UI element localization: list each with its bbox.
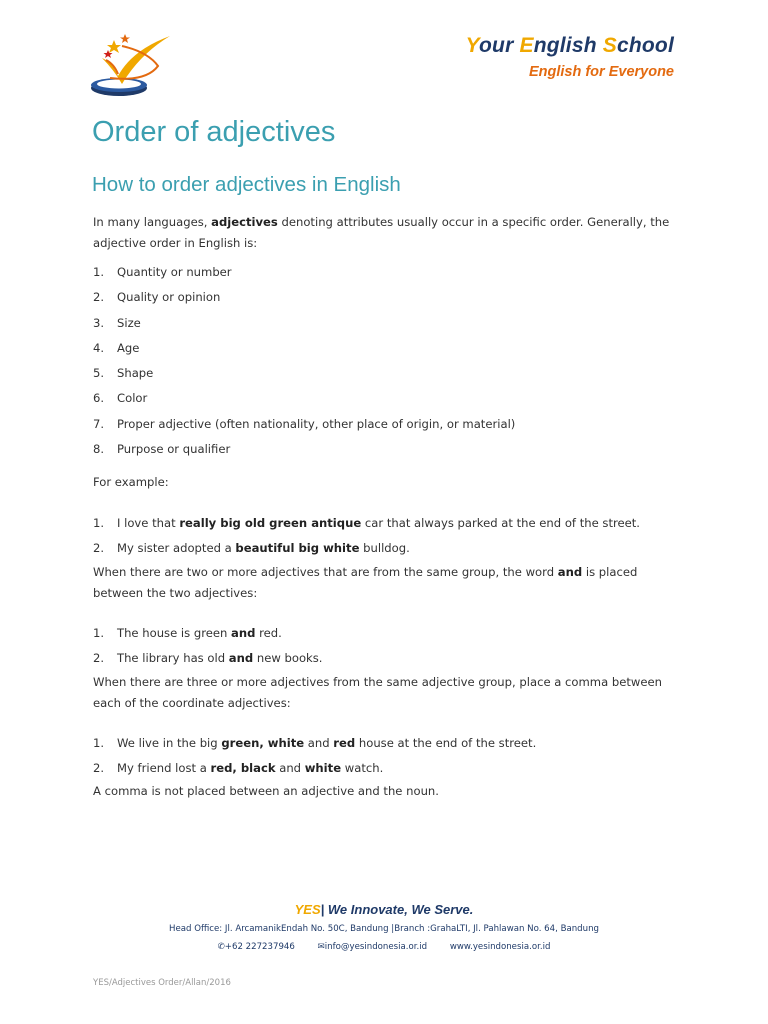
footer-address: Head Office: Jl. ArcamanikEndah No. 50C, Bandung |Branch :GrahaLTI, Jl. Pahlawan No. 64, Bandung: [169, 924, 599, 934]
list-item: [93, 621, 683, 646]
bold-text: white: [304, 761, 342, 776]
text-run: house at the end of the street.: [355, 736, 537, 751]
list-number: 1.: [93, 736, 105, 751]
list-number: 6.: [93, 391, 105, 406]
footer-website[interactable]: www.yesindonesia.or.id: [449, 942, 551, 952]
footer-contacts: [0, 942, 768, 952]
examples-list-1: [93, 511, 683, 561]
brand-initial-2: E: [519, 34, 534, 57]
examples-list-2: [93, 621, 683, 671]
list-number: 1.: [93, 265, 105, 279]
bold-text: and: [228, 651, 254, 666]
list-item: [93, 386, 683, 411]
list-item: [93, 731, 683, 756]
bold-text: and: [557, 565, 583, 580]
examples-list-3: [93, 731, 683, 781]
intro-bold: adjectives: [211, 215, 278, 229]
text-run: My sister adopted a: [117, 541, 236, 556]
adjective-order-list: [93, 260, 683, 462]
intro-paragraph: [93, 212, 683, 254]
comma-paragraph: When there are three or more adjectives from the same adjective group, place a comma between each of the coordinate adjectives:: [93, 675, 663, 711]
list-item: [93, 412, 683, 437]
list-item: [93, 646, 683, 671]
for-example-label: For example:: [93, 475, 169, 490]
list-number: 2.: [93, 541, 105, 556]
text-run: The library has old: [117, 651, 229, 666]
school-name: [466, 34, 674, 58]
list-item: [93, 511, 683, 536]
motto-yes: YES: [294, 902, 321, 917]
list-text: Purpose or qualifier: [117, 442, 231, 457]
page-subtitle: How to order adjectives in English: [92, 173, 401, 196]
list-text: Quality or opinion: [117, 290, 221, 305]
bold-text: red, black: [210, 761, 276, 776]
bold-text: green, white: [221, 736, 305, 751]
list-item: [93, 756, 683, 781]
list-text: Shape: [117, 366, 154, 381]
bold-text: red: [333, 736, 356, 751]
brand-rest-2: nglish: [533, 34, 603, 57]
list-item: [93, 437, 683, 462]
list-text: Size: [117, 315, 141, 330]
list-number: 1.: [93, 626, 105, 641]
list-text: Quantity or number: [117, 265, 232, 279]
list-item: [93, 536, 683, 561]
school-logo: [88, 32, 174, 100]
school-tagline: English for Everyone: [528, 64, 674, 80]
text-run: car that always parked at the end of the street.: [361, 516, 640, 531]
text-run: I love that: [117, 516, 180, 531]
list-text: [117, 756, 383, 781]
list-text: Proper adjective (often nationality, other place of origin, or material): [117, 416, 516, 431]
text-run: When there are two or more adjectives that are from the same group, the word: [93, 565, 558, 580]
motto-separator: |: [320, 902, 325, 917]
intro-post: denoting attributes usually occur in a specific order. Generally, the adjective order in English is:: [93, 215, 670, 250]
text-run: and: [275, 761, 305, 776]
bold-text: and: [231, 626, 256, 641]
brand-initial-1: Y: [465, 34, 480, 57]
text-run: red.: [255, 626, 282, 641]
list-item: [93, 336, 683, 361]
document-id: YES/Adjectives Order/Allan/2016: [93, 978, 231, 988]
text-run: We live in the big: [117, 736, 222, 751]
text-run: The house is green: [117, 626, 232, 641]
bold-text: really big old green antique: [179, 516, 362, 531]
list-text: Color: [117, 391, 148, 406]
list-item: [93, 361, 683, 386]
text-run: new books.: [253, 651, 323, 666]
list-item: [93, 260, 683, 285]
text-run: bulldog.: [359, 541, 410, 556]
list-text: [117, 621, 282, 646]
list-number: 1.: [93, 516, 105, 531]
list-text: [117, 646, 323, 671]
brand-rest-3: chool: [617, 34, 674, 57]
list-text: Age: [117, 340, 140, 355]
same-group-paragraph: [93, 562, 683, 604]
list-text: [117, 731, 536, 756]
text-run: is placed between the two adjectives:: [93, 565, 638, 601]
list-number: 2.: [93, 651, 105, 666]
list-number: 5.: [93, 366, 105, 381]
list-number: 2.: [93, 290, 105, 305]
closing-note: A comma is not placed between an adjective and the noun.: [93, 784, 439, 799]
list-item: [93, 311, 683, 336]
list-number: 3.: [93, 315, 105, 330]
list-item: [93, 285, 683, 310]
list-number: 7.: [93, 416, 105, 431]
bold-text: beautiful big white: [235, 541, 360, 556]
list-number: 8.: [93, 442, 105, 457]
text-run: and: [304, 736, 334, 751]
brand-initial-3: S: [602, 34, 617, 57]
list-number: 2.: [93, 761, 105, 776]
intro-pre: In many languages,: [93, 215, 212, 229]
brand-block: [466, 34, 674, 80]
motto-text: We Innovate, We Serve.: [324, 902, 474, 917]
text-run: watch.: [341, 761, 384, 776]
main-content: [93, 212, 683, 802]
page-title: Order of adjectives: [92, 116, 336, 148]
text-run: My friend lost a: [117, 761, 211, 776]
list-number: 4.: [93, 340, 105, 355]
brand-rest-1: our: [479, 34, 520, 57]
footer-motto: [0, 902, 768, 917]
list-text: [117, 536, 410, 561]
footer-email[interactable]: ✉info@yesindonesia.or.id: [317, 942, 428, 952]
list-text: [117, 511, 640, 536]
footer-phone: ✆+62 227237946: [217, 942, 295, 952]
